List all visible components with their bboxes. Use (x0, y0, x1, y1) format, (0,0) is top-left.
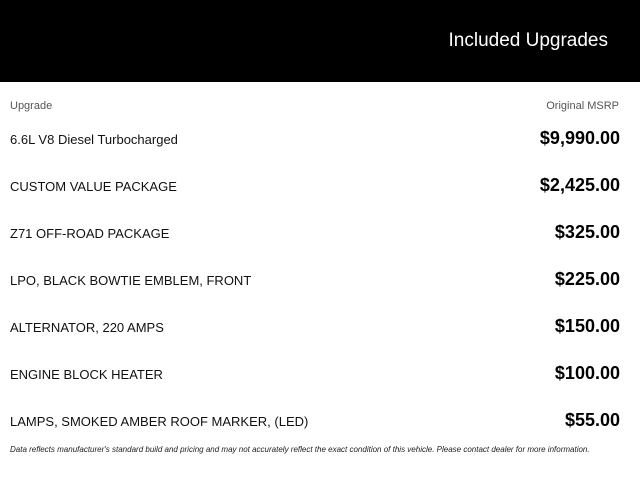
upgrade-name: LAMPS, SMOKED AMBER ROOF MARKER, (LED) (10, 414, 309, 429)
disclaimer-text: Data reflects manufacturer's standard build and pricing and may not accurately reflect the exact condition of this vehicle. Please contact dealer for more information. (10, 445, 590, 454)
upgrade-price: $325.00 (554, 222, 620, 242)
page-title: Included Upgrades (448, 30, 608, 51)
upgrade-name: LPO, BLACK BOWTIE EMBLEM, FRONT (10, 273, 252, 288)
upgrade-name: ALTERNATOR, 220 AMPS (10, 320, 164, 335)
upgrades-list (0, 117, 640, 446)
upgrade-price: $2,425.00 (539, 175, 620, 195)
list-item (0, 117, 640, 164)
upgrade-name: Z71 OFF-ROAD PACKAGE (10, 226, 170, 241)
upgrade-price: $9,990.00 (539, 128, 620, 148)
upgrade-name: ENGINE BLOCK HEATER (10, 367, 163, 382)
list-item (0, 258, 640, 305)
list-item (0, 352, 640, 399)
upgrade-price: $150.00 (554, 316, 620, 336)
column-header-msrp: Original MSRP (546, 100, 619, 112)
upgrade-price: $100.00 (554, 363, 620, 383)
upgrade-name: CUSTOM VALUE PACKAGE (10, 179, 177, 194)
upgrade-price: $225.00 (554, 269, 620, 289)
list-item (0, 399, 640, 446)
list-item (0, 305, 640, 352)
column-header-upgrade: Upgrade (10, 100, 53, 112)
header-bar (0, 0, 640, 82)
list-item (0, 164, 640, 211)
upgrade-price: $55.00 (564, 410, 620, 430)
list-item (0, 211, 640, 258)
upgrade-name: 6.6L V8 Diesel Turbocharged (10, 132, 178, 147)
